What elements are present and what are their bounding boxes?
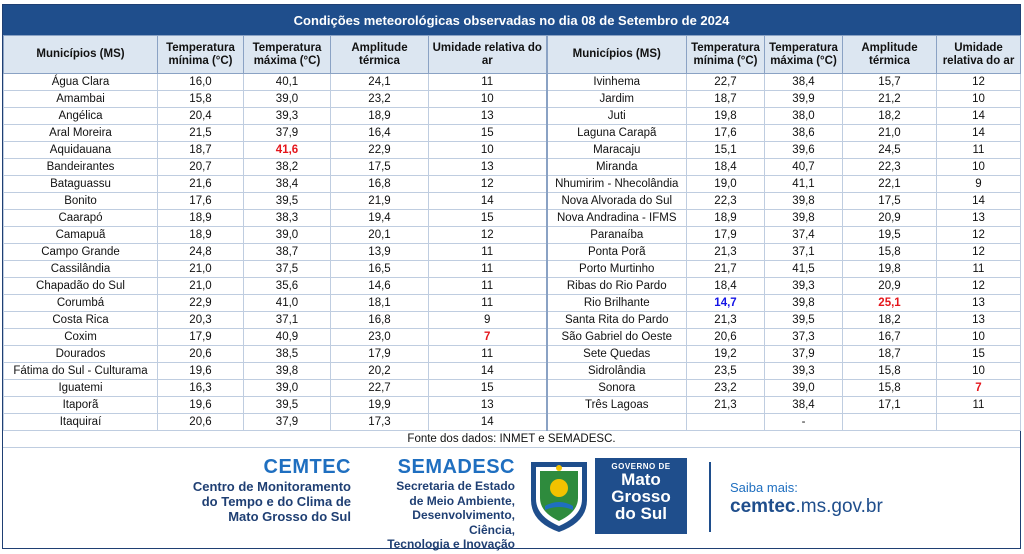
cell-tmin-right: 23,2: [687, 380, 765, 397]
cell-umidade-right: 12: [937, 278, 1021, 295]
header-amplitude-right: Amplitude térmica: [843, 36, 937, 74]
cell-umidade-right: 13: [937, 312, 1021, 329]
cell-amplitude-right: 22,1: [843, 176, 937, 193]
cell-umidade-right: 15: [937, 346, 1021, 363]
cell-tmin-left: 21,5: [158, 125, 244, 142]
header-tmin-left: Temperatura mínima (°C): [158, 36, 244, 74]
cell-umidade-left: 11: [429, 295, 547, 312]
cell-tmax-right: 38,4: [765, 397, 843, 414]
cell-municipio-left: Coxim: [4, 329, 158, 346]
cell-umidade-left: 14: [429, 193, 547, 210]
cell-tmax-left: 38,5: [244, 346, 331, 363]
cell-municipio-left: Itaporã: [4, 397, 158, 414]
cell-municipio-right: Ivinhema: [547, 74, 687, 91]
table-row: [4, 74, 1021, 91]
cell-amplitude-right: 18,2: [843, 108, 937, 125]
cell-municipio-right: Sonora: [547, 380, 687, 397]
cell-municipio-right: Rio Brilhante: [547, 295, 687, 312]
table-row: [4, 295, 1021, 312]
cell-umidade-left: 10: [429, 142, 547, 159]
cell-tmin-right: 21,3: [687, 244, 765, 261]
cell-municipio-left: Costa Rica: [4, 312, 158, 329]
cell-umidade-right: 14: [937, 108, 1021, 125]
cell-umidade-left: 13: [429, 397, 547, 414]
gov-top: GOVERNO DE: [611, 462, 671, 471]
cell-tmin-right: 18,4: [687, 159, 765, 176]
cell-umidade-right: 14: [937, 125, 1021, 142]
cell-tmin-left: 18,9: [158, 210, 244, 227]
cell-tmax-right: 39,8: [765, 295, 843, 312]
data-source: Fonte dos dados: INMET e SEMADESC.: [3, 431, 1020, 448]
cell-amplitude-right: 15,7: [843, 74, 937, 91]
cell-tmin-left: 22,9: [158, 295, 244, 312]
cell-municipio-right: São Gabriel do Oeste: [547, 329, 687, 346]
cell-tmin-left: 21,0: [158, 278, 244, 295]
semadesc-logo: [363, 456, 515, 552]
cell-umidade-right: [937, 414, 1021, 431]
cell-umidade-left: 15: [429, 380, 547, 397]
table-row: [4, 176, 1021, 193]
table-row: [4, 414, 1021, 431]
cell-tmax-right: 37,9: [765, 346, 843, 363]
cell-tmin-right: 19,8: [687, 108, 765, 125]
cemtec-brand: CEMTEC: [263, 456, 351, 478]
cell-municipio-right: Miranda: [547, 159, 687, 176]
cell-umidade-left: 12: [429, 176, 547, 193]
cell-tmin-right: [687, 414, 765, 431]
cell-tmin-left: 19,6: [158, 397, 244, 414]
cell-tmax-right: 39,8: [765, 193, 843, 210]
header-tmax-left: Temperatura máxima (°C): [244, 36, 331, 74]
header-municipio-left: Municípios (MS): [4, 36, 158, 74]
cell-municipio-left: Campo Grande: [4, 244, 158, 261]
cell-municipio-right: Santa Rita do Pardo: [547, 312, 687, 329]
cell-umidade-left: 15: [429, 125, 547, 142]
header-umidade-right: Umidade relativa do ar: [937, 36, 1021, 74]
cell-municipio-left: Caarapó: [4, 210, 158, 227]
cell-umidade-right: 11: [937, 397, 1021, 414]
cell-municipio-left: Água Clara: [4, 74, 158, 91]
cell-municipio-left: Angélica: [4, 108, 158, 125]
cell-amplitude-left: 24,1: [331, 74, 429, 91]
cell-tmax-right: 39,5: [765, 312, 843, 329]
cell-tmin-right: 22,7: [687, 74, 765, 91]
cell-municipio-left: Dourados: [4, 346, 158, 363]
cell-amplitude-left: 19,4: [331, 210, 429, 227]
gov-line-3: do Sul: [615, 504, 667, 523]
cell-umidade-left: 14: [429, 414, 547, 431]
header-umidade-left: Umidade relativa do ar: [429, 36, 547, 74]
cell-amplitude-left: 23,0: [331, 329, 429, 346]
cell-umidade-right: 13: [937, 295, 1021, 312]
table-row: [4, 227, 1021, 244]
cell-tmax-left: 39,8: [244, 363, 331, 380]
cell-tmin-right: 20,6: [687, 329, 765, 346]
cell-umidade-right: 10: [937, 91, 1021, 108]
report-title: Condições meteorológicas observadas no dia 08 de Setembro de 2024: [3, 5, 1020, 35]
cell-umidade-right: 11: [937, 142, 1021, 159]
cell-amplitude-right: 15,8: [843, 380, 937, 397]
cell-umidade-right: 9: [937, 176, 1021, 193]
cell-umidade-right: 12: [937, 227, 1021, 244]
cell-amplitude-left: 20,1: [331, 227, 429, 244]
cell-amplitude-right: 20,9: [843, 210, 937, 227]
table-row: [4, 346, 1021, 363]
cell-tmin-left: 20,3: [158, 312, 244, 329]
cell-amplitude-left: 23,2: [331, 91, 429, 108]
cell-municipio-right: Três Lagoas: [547, 397, 687, 414]
cell-municipio-left: Amambai: [4, 91, 158, 108]
cell-amplitude-right: 15,8: [843, 244, 937, 261]
cell-municipio-right: Juti: [547, 108, 687, 125]
cell-amplitude-right: 18,2: [843, 312, 937, 329]
semadesc-brand: SEMADESC: [397, 456, 515, 478]
cell-amplitude-right: 18,7: [843, 346, 937, 363]
cell-amplitude-right: 17,5: [843, 193, 937, 210]
cell-tmin-right: 14,7: [687, 295, 765, 312]
cell-tmin-right: 18,9: [687, 210, 765, 227]
cell-amplitude-right: 21,2: [843, 91, 937, 108]
header-municipio-right: Municípios (MS): [547, 36, 687, 74]
cell-umidade-right: 12: [937, 244, 1021, 261]
cell-amplitude-left: 18,9: [331, 108, 429, 125]
cell-tmin-left: 20,7: [158, 159, 244, 176]
cell-tmax-left: 38,2: [244, 159, 331, 176]
cell-amplitude-left: 17,3: [331, 414, 429, 431]
cell-tmax-right: 41,1: [765, 176, 843, 193]
cell-tmin-right: 19,0: [687, 176, 765, 193]
cell-amplitude-right: 25,1: [843, 295, 937, 312]
cell-tmin-right: 15,1: [687, 142, 765, 159]
cell-umidade-left: 11: [429, 261, 547, 278]
website-link[interactable]: [730, 496, 883, 518]
cell-tmax-right: 39,3: [765, 363, 843, 380]
table-body: [4, 74, 1021, 431]
cemtec-sub-1: Centro de Monitoramento: [192, 479, 351, 494]
cell-tmin-left: 18,9: [158, 227, 244, 244]
cell-amplitude-right: 17,1: [843, 397, 937, 414]
semadesc-sub-2: de Meio Ambiente,: [409, 493, 515, 508]
cell-tmax-right: 39,9: [765, 91, 843, 108]
cell-amplitude-right: 19,5: [843, 227, 937, 244]
cell-tmax-right: 39,0: [765, 380, 843, 397]
cell-umidade-left: 9: [429, 312, 547, 329]
cell-municipio-right: Jardim: [547, 91, 687, 108]
cell-tmax-left: 38,7: [244, 244, 331, 261]
cell-tmin-left: 17,9: [158, 329, 244, 346]
state-coat-of-arms-icon: [525, 456, 593, 534]
cell-umidade-left: 13: [429, 108, 547, 125]
cell-umidade-right: 12: [937, 74, 1021, 91]
cell-tmax-left: 37,9: [244, 414, 331, 431]
cell-amplitude-right: 19,8: [843, 261, 937, 278]
cell-municipio-left: Corumbá: [4, 295, 158, 312]
cell-amplitude-left: 13,9: [331, 244, 429, 261]
cell-municipio-left: Aquidauana: [4, 142, 158, 159]
cell-municipio-left: Camapuã: [4, 227, 158, 244]
table-row: [4, 159, 1021, 176]
cell-tmin-left: 20,6: [158, 414, 244, 431]
cell-tmin-right: 17,9: [687, 227, 765, 244]
cell-tmin-left: 16,3: [158, 380, 244, 397]
table-row: [4, 363, 1021, 380]
cell-tmin-right: 19,2: [687, 346, 765, 363]
cell-municipio-left: Bandeirantes: [4, 159, 158, 176]
header-tmax-right: Temperatura máxima (°C): [765, 36, 843, 74]
cell-tmax-left: 39,3: [244, 108, 331, 125]
cell-tmax-left: 37,1: [244, 312, 331, 329]
cell-tmin-right: 23,5: [687, 363, 765, 380]
table-row: [4, 261, 1021, 278]
cell-tmin-left: 21,0: [158, 261, 244, 278]
table-row: [4, 108, 1021, 125]
cell-municipio-right: Nova Alvorada do Sul: [547, 193, 687, 210]
cell-tmax-left: 38,3: [244, 210, 331, 227]
cell-tmax-left: 38,4: [244, 176, 331, 193]
cell-municipio-left: Cassilândia: [4, 261, 158, 278]
cell-amplitude-left: 19,9: [331, 397, 429, 414]
cell-amplitude-right: 20,9: [843, 278, 937, 295]
cell-umidade-right: 7: [937, 380, 1021, 397]
cell-tmax-right: 38,4: [765, 74, 843, 91]
cell-municipio-right: Sete Quedas: [547, 346, 687, 363]
table-row: [4, 329, 1021, 346]
table-row: [4, 244, 1021, 261]
cell-tmin-right: 21,7: [687, 261, 765, 278]
cell-tmin-left: 19,6: [158, 363, 244, 380]
cell-umidade-left: 10: [429, 91, 547, 108]
saiba-mais-label: Saiba mais:: [730, 480, 798, 495]
cell-umidade-left: 14: [429, 363, 547, 380]
cell-tmax-right: 37,3: [765, 329, 843, 346]
cell-tmax-right: 38,6: [765, 125, 843, 142]
header-amplitude-left: Amplitude térmica: [331, 36, 429, 74]
cell-tmin-right: 17,6: [687, 125, 765, 142]
cell-municipio-right: Ponta Porã: [547, 244, 687, 261]
table-row: [4, 210, 1021, 227]
site-bold: cemtec: [730, 496, 796, 517]
report-frame: [2, 4, 1021, 549]
cell-umidade-right: 14: [937, 193, 1021, 210]
cell-tmax-left: 39,0: [244, 380, 331, 397]
governo-ms-logo: [595, 458, 687, 534]
cell-tmin-left: 21,6: [158, 176, 244, 193]
cell-municipio-right: Nova Andradina - IFMS: [547, 210, 687, 227]
cell-tmin-left: 20,4: [158, 108, 244, 125]
semadesc-sub-1: Secretaria de Estado: [396, 479, 515, 493]
cell-amplitude-right: 22,3: [843, 159, 937, 176]
cell-municipio-left: Bataguassu: [4, 176, 158, 193]
cell-tmin-left: 24,8: [158, 244, 244, 261]
cell-tmax-left: 39,5: [244, 193, 331, 210]
cell-amplitude-left: 21,9: [331, 193, 429, 210]
cell-amplitude-left: 16,5: [331, 261, 429, 278]
cell-municipio-left: Aral Moreira: [4, 125, 158, 142]
cell-tmin-left: 16,0: [158, 74, 244, 91]
cell-municipio-left: Chapadão do Sul: [4, 278, 158, 295]
cell-tmin-right: 21,3: [687, 312, 765, 329]
cell-tmin-right: 21,3: [687, 397, 765, 414]
cell-umidade-left: 11: [429, 278, 547, 295]
cell-amplitude-left: 17,9: [331, 346, 429, 363]
cell-amplitude-right: 21,0: [843, 125, 937, 142]
cell-tmax-left: 41,0: [244, 295, 331, 312]
table-header-row: [4, 36, 1021, 74]
cell-tmax-right: 38,0: [765, 108, 843, 125]
cell-tmin-right: 18,4: [687, 278, 765, 295]
cell-tmax-right: 40,7: [765, 159, 843, 176]
cell-amplitude-left: 16,8: [331, 312, 429, 329]
cell-tmax-left: 40,9: [244, 329, 331, 346]
cell-municipio-right: Ribas do Rio Pardo: [547, 278, 687, 295]
footer: [3, 448, 1020, 554]
cell-tmin-left: 18,7: [158, 142, 244, 159]
cell-municipio-right: Porto Murtinho: [547, 261, 687, 278]
footer-divider: [709, 462, 711, 532]
cell-municipio-right: [547, 414, 687, 431]
cell-municipio-left: Fátima do Sul - Culturama: [4, 363, 158, 380]
cell-amplitude-right: 16,7: [843, 329, 937, 346]
table-row: [4, 142, 1021, 159]
cell-tmax-left: 37,5: [244, 261, 331, 278]
cell-tmax-right: 39,6: [765, 142, 843, 159]
cell-tmax-left: 35,6: [244, 278, 331, 295]
cemtec-sub-3: Mato Grosso do Sul: [228, 509, 351, 524]
cemtec-logo: [153, 456, 351, 524]
table-row: [4, 397, 1021, 414]
cell-umidade-left: 12: [429, 227, 547, 244]
table-row: [4, 380, 1021, 397]
cell-tmin-right: 18,7: [687, 91, 765, 108]
cell-municipio-right: Nhumirim - Nhecolândia: [547, 176, 687, 193]
cell-amplitude-right: 15,8: [843, 363, 937, 380]
cell-umidade-left: 11: [429, 346, 547, 363]
cell-tmax-left: 41,6: [244, 142, 331, 159]
cell-amplitude-left: 16,4: [331, 125, 429, 142]
cell-tmax-left: 39,0: [244, 91, 331, 108]
cell-amplitude-left: 14,6: [331, 278, 429, 295]
cell-tmax-left: 39,0: [244, 227, 331, 244]
cell-tmin-left: 20,6: [158, 346, 244, 363]
cell-amplitude-left: 20,2: [331, 363, 429, 380]
cell-umidade-left: 15: [429, 210, 547, 227]
cell-tmax-right: 37,4: [765, 227, 843, 244]
cell-tmin-right: 22,3: [687, 193, 765, 210]
cell-amplitude-right: 24,5: [843, 142, 937, 159]
gov-line-2: Grosso: [611, 487, 671, 506]
cell-municipio-right: Sidrolândia: [547, 363, 687, 380]
table-row: [4, 278, 1021, 295]
cemtec-sub-2: do Tempo e do Clima de: [201, 494, 351, 509]
cell-municipio-right: Laguna Carapã: [547, 125, 687, 142]
semadesc-sub-4: Tecnologia e Inovação: [387, 537, 515, 551]
cell-municipio-left: Itaquiraí: [4, 414, 158, 431]
cell-municipio-left: Bonito: [4, 193, 158, 210]
cell-umidade-left: 11: [429, 74, 547, 91]
cell-amplitude-left: 16,8: [331, 176, 429, 193]
table-row: [4, 193, 1021, 210]
cell-amplitude-right: [843, 414, 937, 431]
cell-umidade-left: 7: [429, 329, 547, 346]
cell-amplitude-left: 22,7: [331, 380, 429, 397]
cell-umidade-left: 11: [429, 244, 547, 261]
header-tmin-right: Temperatura mínima (°C): [687, 36, 765, 74]
cell-municipio-left: Iguatemi: [4, 380, 158, 397]
cell-umidade-right: 13: [937, 210, 1021, 227]
cell-tmax-left: 37,9: [244, 125, 331, 142]
cell-amplitude-left: 22,9: [331, 142, 429, 159]
gov-line-1: Mato: [621, 470, 661, 489]
cell-amplitude-left: 18,1: [331, 295, 429, 312]
cell-umidade-right: 10: [937, 159, 1021, 176]
weather-table: [3, 35, 1021, 431]
cell-amplitude-left: 17,5: [331, 159, 429, 176]
cell-tmax-left: 40,1: [244, 74, 331, 91]
cell-tmax-right: 39,3: [765, 278, 843, 295]
cell-tmin-left: 15,8: [158, 91, 244, 108]
cell-tmax-right: 39,8: [765, 210, 843, 227]
cell-municipio-right: Maracaju: [547, 142, 687, 159]
cell-tmax-right: 41,5: [765, 261, 843, 278]
cell-tmax-right: 37,1: [765, 244, 843, 261]
cell-umidade-right: 10: [937, 329, 1021, 346]
table-row: [4, 91, 1021, 108]
site-rest: .ms.gov.br: [795, 496, 883, 517]
cell-tmax-right: -: [765, 414, 843, 431]
cell-umidade-right: 11: [937, 261, 1021, 278]
cell-umidade-left: 13: [429, 159, 547, 176]
cell-umidade-right: 10: [937, 363, 1021, 380]
semadesc-sub-3: Desenvolvimento, Ciência,: [412, 508, 515, 537]
cell-tmin-left: 17,6: [158, 193, 244, 210]
cell-tmax-left: 39,5: [244, 397, 331, 414]
table-row: [4, 312, 1021, 329]
table-row: [4, 125, 1021, 142]
cell-municipio-right: Paranaíba: [547, 227, 687, 244]
